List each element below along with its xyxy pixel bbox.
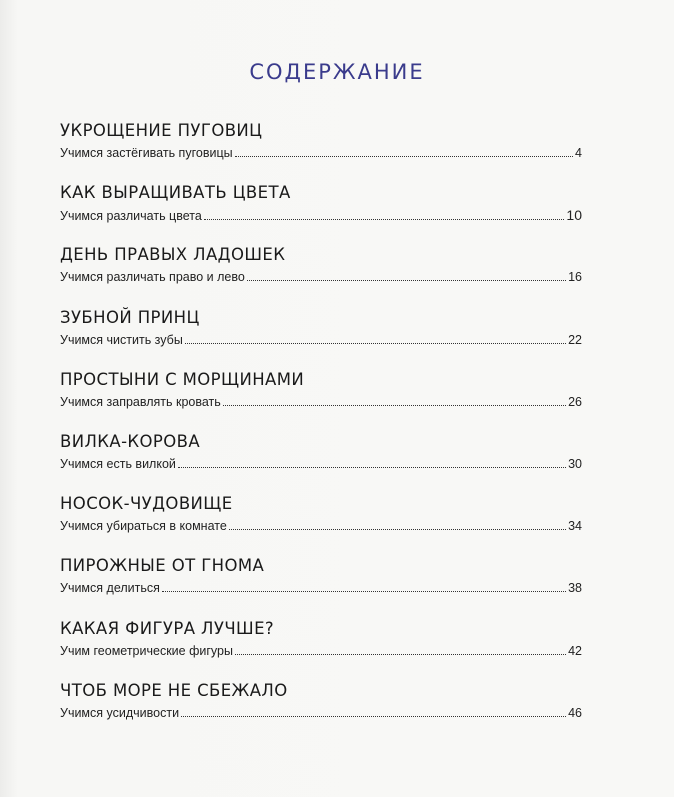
entry-heading: НОСОК-ЧУДОВИЩЕ bbox=[60, 494, 233, 514]
entry-heading: ПРОСТЫНИ С МОРЩИНАМИ bbox=[60, 369, 305, 389]
entry-page-number: 34 bbox=[568, 519, 582, 534]
entry-line bbox=[60, 643, 582, 659]
dot-leader bbox=[178, 467, 566, 468]
entry-heading: ЧТОБ МОРЕ НЕ СБЕЖАЛО bbox=[60, 680, 288, 700]
entry-page-number: 16 bbox=[568, 270, 582, 285]
entry-line bbox=[60, 145, 582, 161]
dot-leader bbox=[162, 591, 566, 592]
entry-subtitle: Учимся заправлять кровать bbox=[60, 394, 221, 409]
entry-subtitle: Учимся убираться в комнате bbox=[60, 519, 227, 534]
entry-heading: ПИРОЖНЫЕ ОТ ГНОМА bbox=[60, 556, 265, 576]
entry-line bbox=[60, 456, 582, 472]
entry-heading: ЗУБНОЙ ПРИНЦ bbox=[60, 307, 200, 327]
toc-entry bbox=[60, 431, 582, 493]
entry-subtitle: Учимся чистить зубы bbox=[60, 332, 183, 347]
toc-entry bbox=[60, 182, 582, 244]
entry-line bbox=[60, 207, 582, 224]
toc-entry bbox=[60, 120, 582, 182]
entry-page-number: 30 bbox=[568, 456, 582, 471]
entry-line bbox=[60, 269, 582, 285]
entry-heading: ДЕНЬ ПРАВЫХ ЛАДОШЕК bbox=[60, 245, 286, 265]
entry-heading: ВИЛКА-КОРОВА bbox=[60, 431, 201, 451]
entry-line bbox=[60, 580, 582, 596]
page-title: СОДЕРЖАНИЕ bbox=[249, 60, 425, 84]
entry-line bbox=[60, 332, 582, 348]
entry-subtitle: Учимся различать право и лево bbox=[60, 270, 245, 285]
dot-leader bbox=[229, 529, 566, 530]
entry-subtitle: Учимся есть вилкой bbox=[60, 456, 176, 471]
entry-subtitle: Учимся различать цвета bbox=[60, 209, 202, 224]
entry-heading: КАК ВЫРАЩИВАТЬ ЦВЕТА bbox=[60, 183, 291, 203]
entry-page-number: 38 bbox=[568, 581, 582, 596]
table-of-contents bbox=[60, 120, 582, 742]
entry-page-number: 46 bbox=[568, 705, 582, 720]
entry-line bbox=[60, 394, 582, 410]
entry-subtitle: Учим геометрические фигуры bbox=[60, 643, 233, 658]
toc-entry bbox=[60, 555, 582, 617]
entry-page-number: 10 bbox=[566, 207, 582, 224]
toc-entry bbox=[60, 493, 582, 555]
toc-entry bbox=[60, 369, 582, 431]
dot-leader bbox=[185, 343, 566, 344]
dot-leader bbox=[223, 405, 566, 406]
entry-heading: КАКАЯ ФИГУРА ЛУЧШЕ? bbox=[60, 618, 275, 638]
entry-line bbox=[60, 705, 582, 721]
entry-page-number: 26 bbox=[568, 394, 582, 409]
entry-line bbox=[60, 518, 582, 534]
dot-leader bbox=[204, 219, 565, 220]
dot-leader bbox=[247, 280, 566, 281]
dot-leader bbox=[235, 156, 573, 157]
entry-subtitle: Учимся усидчивости bbox=[60, 705, 180, 720]
dot-leader bbox=[235, 654, 566, 655]
toc-entry bbox=[60, 244, 582, 306]
toc-entry bbox=[60, 680, 582, 742]
entry-subtitle: Учимся застёгивать пуговицы bbox=[60, 146, 233, 160]
entry-page-number: 4 bbox=[575, 146, 582, 160]
entry-page-number: 22 bbox=[568, 332, 582, 347]
toc-entry bbox=[60, 618, 582, 680]
toc-entry bbox=[60, 307, 582, 369]
dot-leader bbox=[181, 716, 566, 717]
entry-subtitle: Учимся делиться bbox=[60, 581, 160, 596]
entry-page-number: 42 bbox=[568, 643, 582, 658]
entry-heading: УКРОЩЕНИЕ ПУГОВИЦ bbox=[60, 121, 263, 140]
